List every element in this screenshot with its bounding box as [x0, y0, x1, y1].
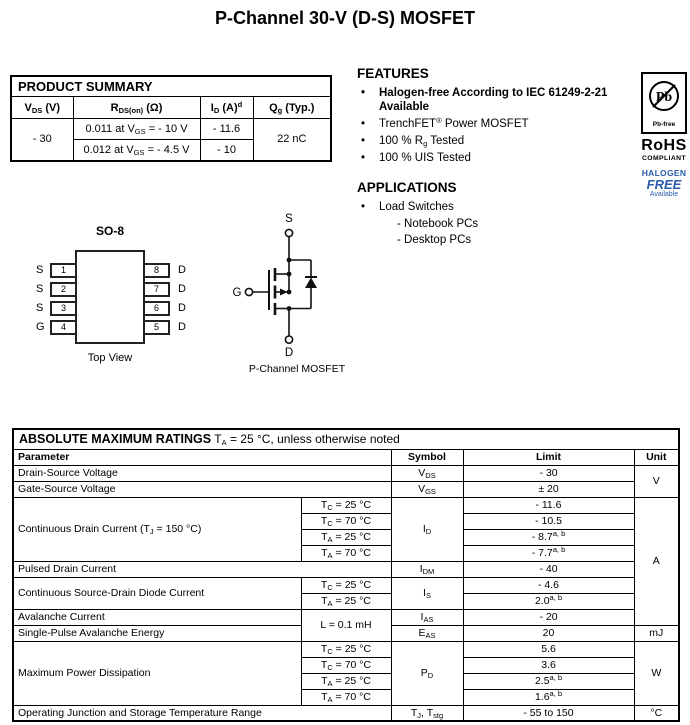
rohs-label: RoHS	[641, 137, 687, 154]
condition-cell: L = 0.1 mH	[301, 609, 391, 641]
product-summary-table	[10, 75, 332, 162]
feature-text: TrenchFET® Power MOSFET	[379, 116, 529, 130]
condition-cell: $T_A = 70$ °C	[301, 689, 391, 705]
bullet-icon: •	[361, 135, 366, 147]
limit-cell: 2.0$^{a, b}$	[463, 593, 634, 609]
ps-header-vds: $V_{DS}$ (V)	[11, 97, 73, 119]
halogen-available-label: Available	[649, 191, 679, 198]
symbol-cell: $I_S$	[391, 577, 463, 609]
condition-cell: $T_C = 70$ °C	[301, 513, 391, 529]
ps-header-rdson: $R_{DS(on)}$ (Ω)	[73, 97, 200, 119]
pin-label: S	[36, 264, 44, 276]
condition-cell: $T_A = 25$ °C	[301, 673, 391, 689]
rohs-compliant-label: COMPLIANT	[642, 155, 686, 162]
unit-cell: °C	[634, 705, 679, 721]
pin-box: 6	[143, 301, 170, 316]
table-row	[13, 465, 679, 481]
limit-cell: 3.6	[463, 657, 634, 673]
limit-cell: - 20	[463, 609, 634, 625]
applications-heading: APPLICATIONS	[357, 180, 457, 195]
symbol-cell: $T_J$, $T_{stg}$	[391, 705, 463, 721]
package-name: SO-8	[95, 224, 124, 238]
pin-box: 3	[50, 301, 77, 316]
table-row	[13, 577, 679, 593]
symbol-cell: $P_D$	[391, 641, 463, 705]
condition-cell: $T_A = 70$ °C	[301, 545, 391, 561]
ps-qg-value: 22 nC	[253, 119, 331, 161]
application-sub-item: - Notebook PCs	[397, 218, 479, 230]
feature-text: 100 % UIS Tested	[379, 152, 471, 164]
param-cell: Pulsed Drain Current	[13, 561, 391, 577]
amr-title	[13, 429, 679, 449]
limit-cell: - 8.7$^{a, b}$	[463, 529, 634, 545]
amr-title-note: $T_A = 25$ °C, unless otherwise noted	[214, 432, 400, 448]
param-cell: Single-Pulse Avalanche Energy	[13, 625, 301, 641]
table-row	[13, 641, 679, 657]
pb-free-badge	[641, 72, 687, 134]
table-row	[13, 609, 679, 625]
condition-cell: $T_C = 25$ °C	[301, 641, 391, 657]
pin-box: 1	[50, 263, 77, 278]
limit-cell: 20	[463, 625, 634, 641]
schematic-caption: P-Channel MOSFET	[248, 363, 346, 375]
pin-box: 8	[143, 263, 170, 278]
table-row	[11, 119, 331, 140]
ps-id-value: - 11.6	[200, 119, 253, 140]
symbol-cell: $E_{AS}$	[391, 625, 463, 641]
halogen-label: HALOGEN	[641, 168, 687, 178]
param-cell: Operating Junction and Storage Temperature Range	[13, 705, 391, 721]
amr-header-parameter: Parameter	[13, 449, 391, 465]
pin-label: G	[36, 321, 45, 333]
application-sub-item: - Desktop PCs	[397, 234, 472, 246]
terminal-label-gate: G	[232, 287, 242, 299]
condition-cell: $T_A = 25$ °C	[301, 593, 391, 609]
absolute-maximum-ratings-table	[12, 428, 680, 722]
limit-cell: 1.6$^{a, b}$	[463, 689, 634, 705]
bullet-icon: •	[361, 118, 366, 130]
pb-free-label: Pb-free	[652, 121, 676, 128]
pin-label: D	[178, 283, 186, 295]
features-heading: FEATURES	[357, 66, 429, 81]
pin-label: S	[36, 302, 44, 314]
pb-free-icon	[645, 77, 683, 115]
table-row	[13, 497, 679, 513]
amr-title-main: ABSOLUTE MAXIMUM RATINGS	[19, 432, 212, 447]
package-view-label: Top View	[87, 352, 133, 364]
param-cell: Avalanche Current	[13, 609, 301, 625]
limit-cell: 5.6	[463, 641, 634, 657]
condition-cell: $T_A = 25$ °C	[301, 529, 391, 545]
table-row	[13, 561, 679, 577]
limit-cell: - 30	[463, 465, 634, 481]
ps-header-id: $I_D$ $(A)^d$	[200, 97, 253, 119]
feature-text: 100 % $R_g$ Tested	[379, 135, 465, 148]
symbol-cell: $I_D$	[391, 497, 463, 561]
pin-label: D	[178, 321, 186, 333]
symbol-cell: $V_{GS}$	[391, 481, 463, 497]
unit-cell: A	[634, 497, 679, 625]
bullet-icon: •	[361, 201, 366, 213]
terminal-label-source: S	[285, 213, 293, 225]
limit-cell: - 10.5	[463, 513, 634, 529]
application-item	[357, 200, 607, 214]
feature-text: Halogen-free According to IEC 61249-2-21 Available	[379, 87, 608, 113]
symbol-cell: $I_{DM}$	[391, 561, 463, 577]
feature-item	[357, 151, 629, 165]
applications-section	[357, 180, 607, 249]
pin-label: D	[178, 302, 186, 314]
svg-text:Pb: Pb	[655, 90, 673, 105]
unit-cell: V	[634, 465, 679, 497]
param-cell: Drain-Source Voltage	[13, 465, 391, 481]
param-cell: Gate-Source Voltage	[13, 481, 391, 497]
feature-item	[357, 117, 629, 131]
limit-cell: - 40	[463, 561, 634, 577]
limit-cell: ± 20	[463, 481, 634, 497]
param-cell: Continuous Drain Current ($T_J = 150$ °C)	[13, 497, 301, 561]
table-row	[13, 481, 679, 497]
bullet-icon: •	[361, 87, 366, 99]
limit-cell: - 7.7$^{a, b}$	[463, 545, 634, 561]
page-title: P-Channel 30-V (D-S) MOSFET	[214, 8, 475, 28]
package-diagram	[20, 224, 205, 374]
feature-item	[357, 134, 629, 148]
ps-header-qg: $Q_g$ (Typ.)	[253, 97, 331, 119]
limit-cell: - 55 to 150	[463, 705, 634, 721]
pin-box: 2	[50, 282, 77, 297]
table-row	[13, 705, 679, 721]
param-cell: Maximum Power Dissipation	[13, 641, 301, 705]
amr-header-symbol: Symbol	[391, 449, 463, 465]
pin-label: S	[36, 283, 44, 295]
unit-cell: mJ	[634, 625, 679, 641]
symbol-cell: $I_{AS}$	[391, 609, 463, 625]
halogen-free-label: FREE	[646, 177, 682, 192]
condition-cell: $T_C = 25$ °C	[301, 497, 391, 513]
features-section	[357, 66, 629, 168]
ps-vds-value: - 30	[11, 119, 73, 161]
application-text: Load Switches	[379, 201, 454, 213]
param-cell: Continuous Source-Drain Diode Current	[13, 577, 301, 609]
terminal-label-drain: D	[284, 347, 294, 359]
ps-rdson-value: 0.012 at $V_{GS}$ = - 4.5 V	[73, 140, 200, 161]
feature-item	[357, 86, 629, 114]
condition-cell: $T_C = 70$ °C	[301, 657, 391, 673]
limit-cell: - 4.6	[463, 577, 634, 593]
limit-cell: 2.5$^{a, b}$	[463, 673, 634, 689]
amr-header-unit: Unit	[634, 449, 679, 465]
pin-label: D	[178, 264, 186, 276]
bullet-icon: •	[361, 152, 366, 164]
pin-box: 5	[143, 320, 170, 335]
condition-cell: $T_C = 25$ °C	[301, 577, 391, 593]
amr-header-limit: Limit	[463, 449, 634, 465]
pin-box: 4	[50, 320, 77, 335]
package-body	[75, 250, 145, 344]
ps-id-value: - 10	[200, 140, 253, 161]
ps-rdson-value: 0.011 at $V_{GS}$ = - 10 V	[73, 119, 200, 140]
compliance-badges	[640, 72, 688, 198]
limit-cell: - 11.6	[463, 497, 634, 513]
mosfet-symbol	[225, 208, 345, 363]
pin-box: 7	[143, 282, 170, 297]
product-summary-title: PRODUCT SUMMARY	[11, 76, 331, 97]
symbol-cell: $V_{DS}$	[391, 465, 463, 481]
unit-cell: W	[634, 641, 679, 705]
